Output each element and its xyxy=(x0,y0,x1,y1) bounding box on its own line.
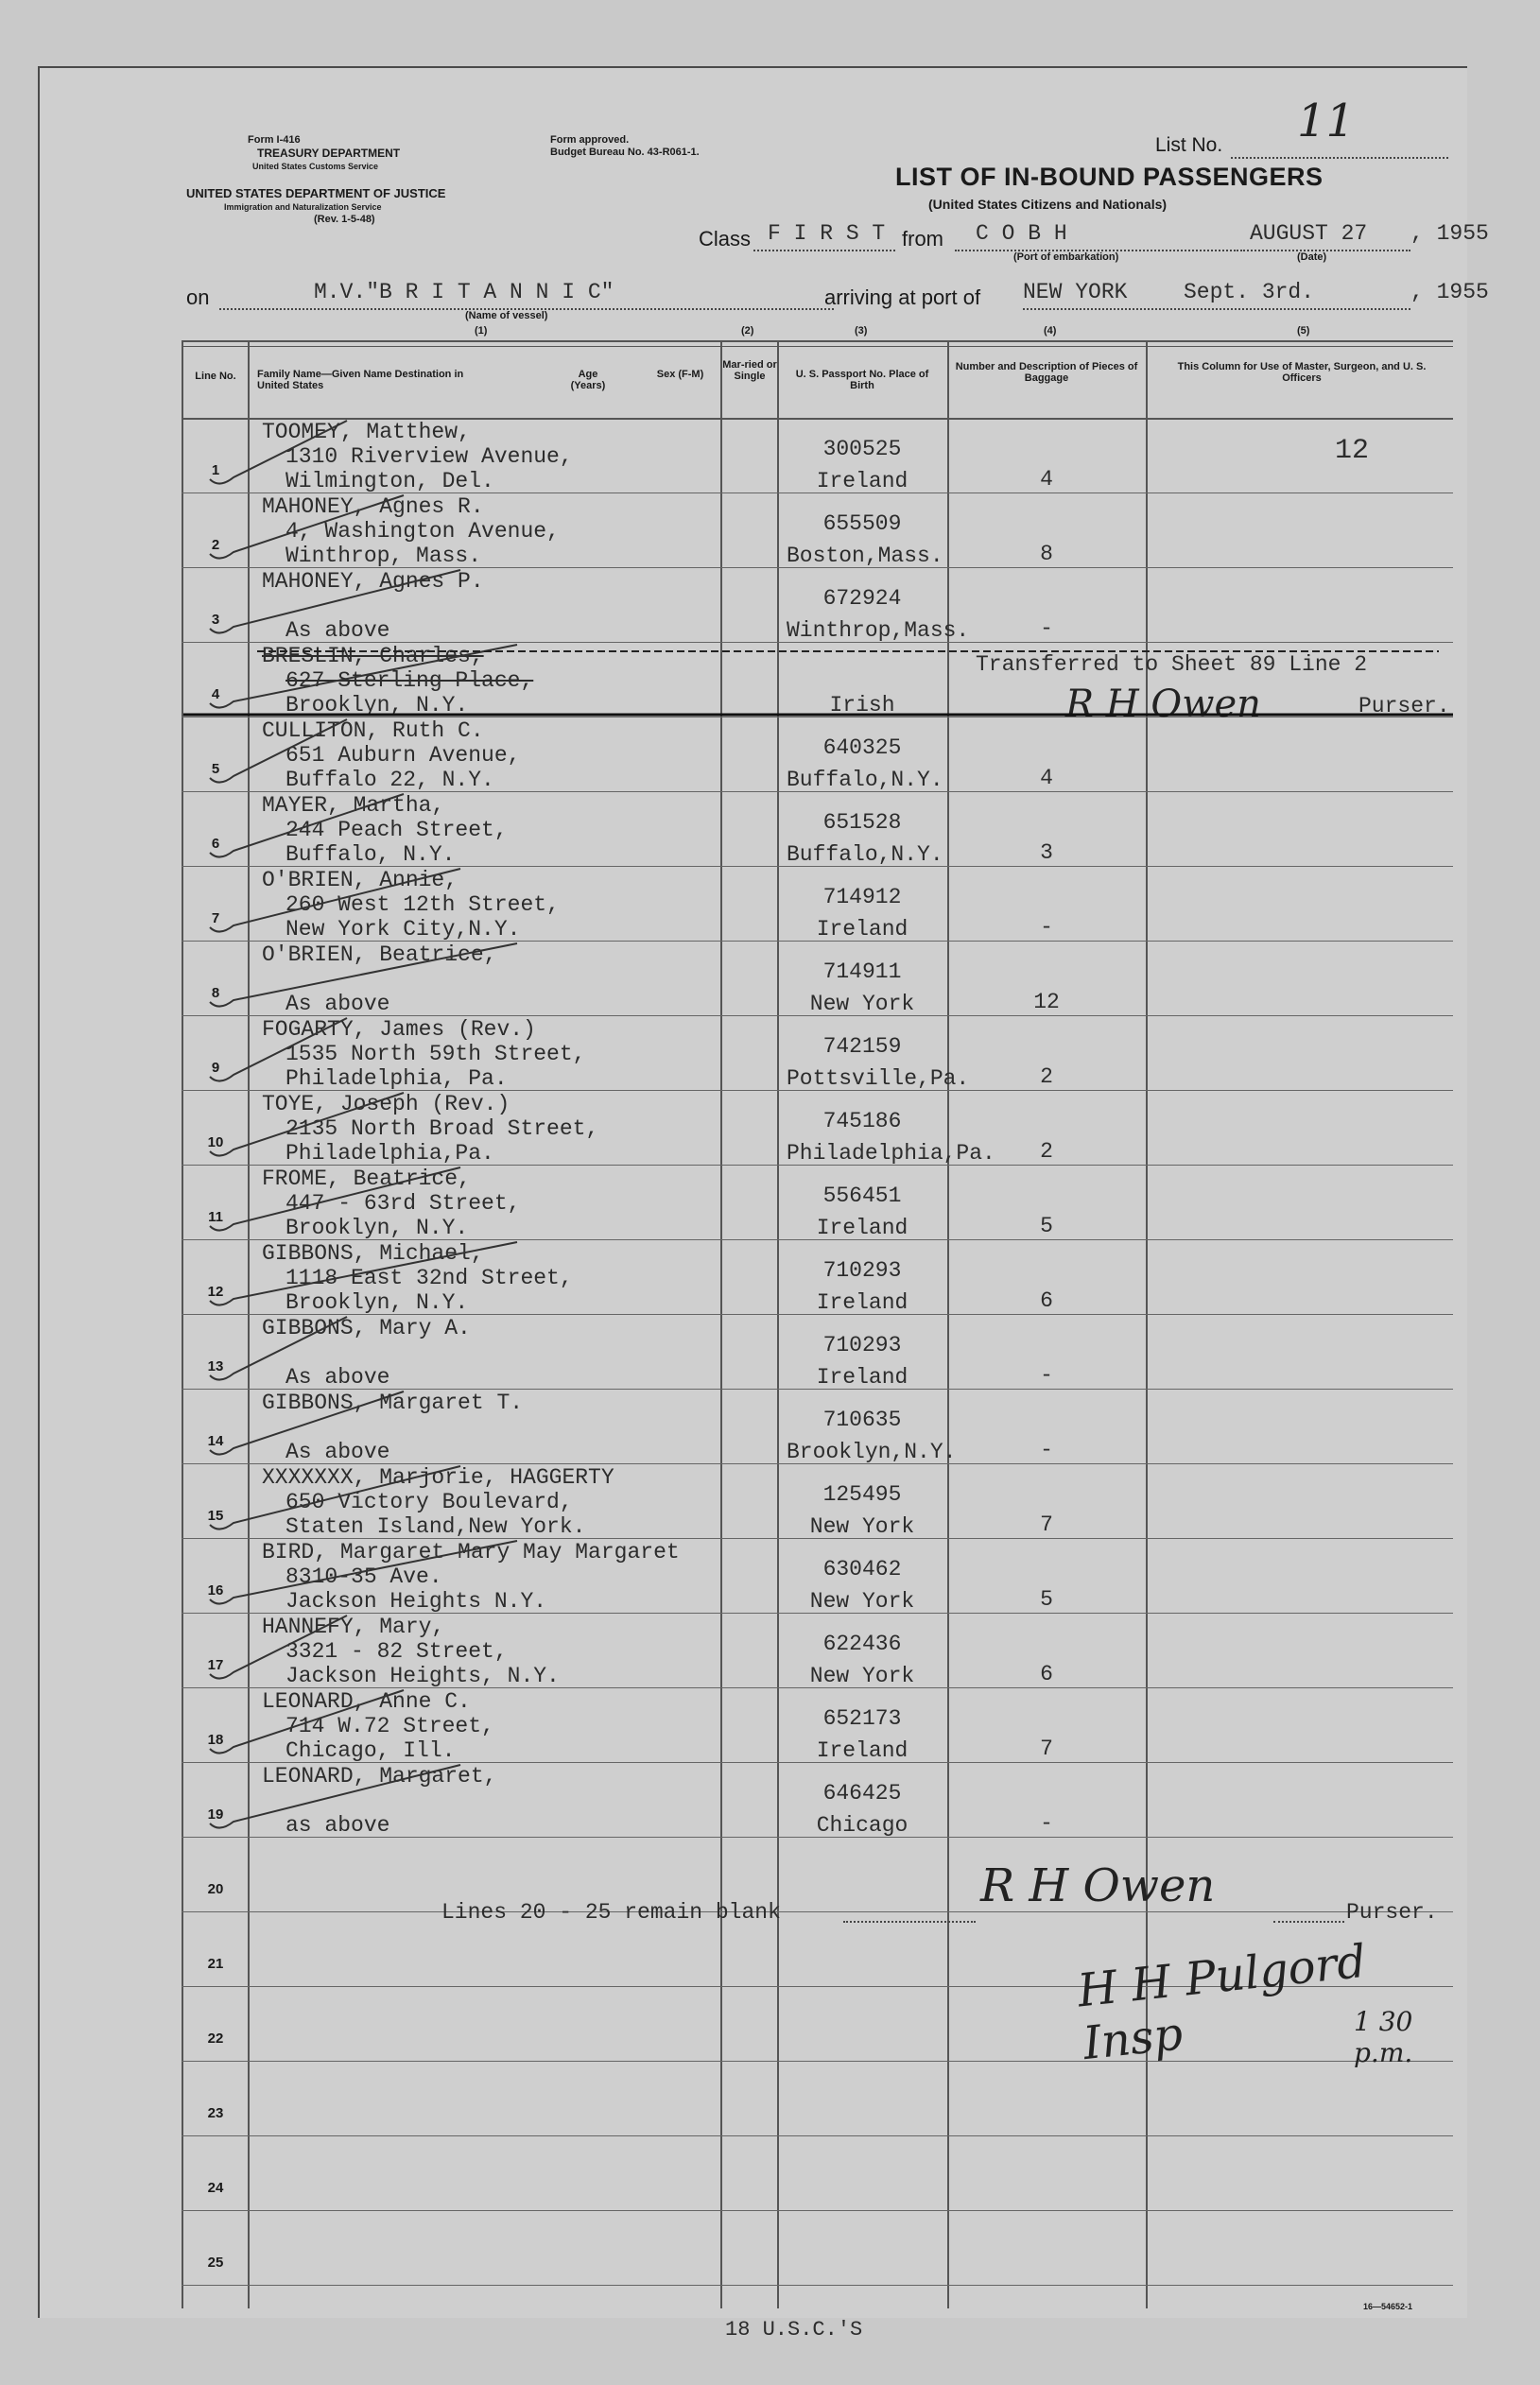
line-number: 3 xyxy=(211,612,220,628)
table-row xyxy=(40,1540,1467,1615)
blank-note-line xyxy=(843,1921,976,1923)
passport-number: 640325 xyxy=(822,735,902,760)
passenger-address: 1310 Riverview Avenue, xyxy=(286,444,573,469)
row-divider xyxy=(182,1911,1453,1912)
baggage-count: 3 xyxy=(1040,840,1053,865)
line-number: 20 xyxy=(207,1881,224,1897)
place-of-birth: Chicago xyxy=(816,1813,908,1838)
passenger-destination: As above xyxy=(286,618,390,643)
col-num: (2) xyxy=(741,325,754,337)
treasury-label: TREASURY DEPARTMENT xyxy=(257,147,401,160)
place-of-birth: Irish xyxy=(829,693,895,717)
passport-number: 125495 xyxy=(822,1482,902,1507)
line-number: 24 xyxy=(207,2180,224,2196)
form-number: Form I-416 xyxy=(248,134,301,146)
passenger-destination: Brooklyn, N.Y. xyxy=(286,693,469,717)
baggage-count: 4 xyxy=(1040,766,1053,790)
line-number: 22 xyxy=(207,2031,224,2047)
line-number: 23 xyxy=(207,2105,224,2121)
passport-number: 710635 xyxy=(822,1408,902,1432)
line-number: 7 xyxy=(211,910,220,926)
line-number: 1 xyxy=(211,462,220,478)
baggage-count: 4 xyxy=(1040,467,1053,492)
date-caption: (Date) xyxy=(1297,251,1327,263)
passenger-destination: Staten Island,New York. xyxy=(286,1514,586,1539)
customs-label: United States Customs Service xyxy=(252,162,379,171)
passenger-name: LEONARD, Margaret, xyxy=(262,1764,497,1789)
passenger-name: MAHONEY, Agnes P. xyxy=(262,569,484,594)
passenger-destination: Jackson Heights N.Y. xyxy=(286,1589,547,1614)
passport-number: 745186 xyxy=(822,1109,902,1133)
table-row xyxy=(40,1391,1467,1465)
passenger-name: CULLITON, Ruth C. xyxy=(262,718,484,743)
place-of-birth: Brooklyn,N.Y. xyxy=(787,1440,957,1464)
form-title: LIST OF IN-BOUND PASSENGERS xyxy=(895,163,1324,191)
row-divider xyxy=(182,2135,1453,2136)
baggage-count: - xyxy=(1040,915,1053,940)
passenger-address: 260 West 12th Street, xyxy=(286,892,560,917)
time-note: 1 30 p.m. xyxy=(1354,2006,1413,2068)
blank-lines-note: Lines 20 - 25 remain blank xyxy=(441,1900,781,1925)
justice-label: UNITED STATES DEPARTMENT OF JUSTICE xyxy=(186,186,446,200)
place-of-birth: Buffalo,N.Y. xyxy=(787,768,943,792)
passenger-destination: Buffalo 22, N.Y. xyxy=(286,768,494,792)
line-number: 15 xyxy=(207,1508,224,1524)
passport-number: 300525 xyxy=(822,437,902,461)
passport-number: 714912 xyxy=(822,885,902,909)
place-of-birth: Buffalo,N.Y. xyxy=(787,842,943,867)
baggage-count: 6 xyxy=(1040,1288,1053,1313)
col-num: (4) xyxy=(1044,325,1057,337)
purser-line xyxy=(1273,1921,1344,1923)
col-header-baggage: Number and Description of Pieces of Baggage xyxy=(955,361,1138,384)
place-of-birth: Boston,Mass. xyxy=(787,544,943,568)
col-header-line: Line No. xyxy=(195,371,236,382)
place-of-birth: New York xyxy=(809,1589,915,1614)
table-row xyxy=(40,2063,1467,2137)
line-number: 8 xyxy=(211,985,220,1001)
passenger-address: 650 Victory Boulevard, xyxy=(286,1490,573,1514)
passenger-destination: As above xyxy=(286,992,390,1016)
port-embark-caption: (Port of embarkation) xyxy=(1013,251,1119,263)
passenger-name: TOOMEY, Matthew, xyxy=(262,420,471,444)
passenger-name: O'BRIEN, Beatrice, xyxy=(262,942,497,967)
list-no-line xyxy=(1231,157,1448,159)
line-number: 21 xyxy=(207,1956,224,1972)
vessel-value: M.V."B R I T A N N I C" xyxy=(314,280,614,304)
place-of-birth: New York xyxy=(809,992,915,1016)
line-number: 6 xyxy=(211,836,220,852)
table-row xyxy=(40,1167,1467,1241)
officer-note: 12 xyxy=(1335,435,1370,467)
passenger-name: GIBBONS, Mary A. xyxy=(262,1316,471,1340)
date-value: AUGUST 27 xyxy=(1250,221,1368,246)
passport-number: 655509 xyxy=(822,511,902,536)
passenger-address: 4, Washington Avenue, xyxy=(286,519,560,544)
passenger-address: 1535 North 59th Street, xyxy=(286,1042,586,1066)
col-header-officers: This Column for Use of Master, Surgeon, and U. S. Officers xyxy=(1177,361,1427,384)
line-number: 12 xyxy=(207,1284,224,1300)
class-value: F I R S T xyxy=(768,221,886,246)
table-row xyxy=(40,942,1467,1017)
from-value: C O B H xyxy=(976,221,1067,246)
purser-signature-2: R H Owen xyxy=(980,1859,1216,1912)
passport-number: 652173 xyxy=(822,1706,902,1731)
passport-number: 710293 xyxy=(822,1333,902,1357)
table-row xyxy=(40,2137,1467,2212)
passenger-destination: Philadelphia, Pa. xyxy=(286,1066,508,1091)
passenger-destination: New York City,N.Y. xyxy=(286,917,521,942)
passenger-destination: Buffalo, N.Y. xyxy=(286,842,456,867)
passport-number: 710293 xyxy=(822,1258,902,1283)
col-num: (5) xyxy=(1297,325,1310,337)
form-approved: Form approved. xyxy=(550,134,630,146)
col-header-name: Family Name—Given Name Destination in United States xyxy=(257,369,464,391)
passenger-destination: Jackson Heights, N.Y. xyxy=(286,1664,560,1688)
passenger-destination: Chicago, Ill. xyxy=(286,1738,456,1763)
table-row xyxy=(40,420,1467,494)
line-number: 14 xyxy=(207,1433,224,1449)
passport-number: 622436 xyxy=(822,1632,902,1656)
line-number: 4 xyxy=(211,686,220,702)
passport-number: 651528 xyxy=(822,810,902,835)
form-page xyxy=(38,66,1489,2342)
passenger-address: 3321 - 82 Street, xyxy=(286,1639,508,1664)
passenger-address: 244 Peach Street, xyxy=(286,818,508,842)
passenger-address: 8310-35 Ave. xyxy=(286,1564,442,1589)
transferred-note: Transferred to Sheet 89 Line 2 xyxy=(976,652,1368,677)
table-row xyxy=(40,2212,1467,2287)
baggage-count: 5 xyxy=(1040,1214,1053,1238)
purser-label-2: Purser. xyxy=(1346,1900,1438,1925)
port-line xyxy=(1023,308,1410,310)
table-row xyxy=(40,718,1467,793)
passenger-address: 447 - 63rd Street, xyxy=(286,1191,521,1216)
place-of-birth: Ireland xyxy=(816,1365,908,1390)
passport-number: 672924 xyxy=(822,586,902,611)
passenger-name: FROME, Beatrice, xyxy=(262,1167,471,1191)
passenger-name: TOYE, Joseph (Rev.) xyxy=(262,1092,510,1116)
class-label: Class xyxy=(699,227,752,251)
port-value: NEW YORK xyxy=(1023,280,1128,304)
place-of-birth: New York xyxy=(809,1514,915,1539)
row-divider xyxy=(182,2210,1453,2211)
line-number: 17 xyxy=(207,1657,224,1673)
passenger-address: 714 W.72 Street, xyxy=(286,1714,494,1738)
table-row xyxy=(40,868,1467,942)
passenger-destination: Winthrop, Mass. xyxy=(286,544,482,568)
passenger-destination: Wilmington, Del. xyxy=(286,469,494,493)
baggage-count: 2 xyxy=(1040,1139,1053,1164)
line-number: 10 xyxy=(207,1134,224,1150)
passenger-address: 2135 North Broad Street, xyxy=(286,1116,599,1141)
form-subtitle: (United States Citizens and Nationals) xyxy=(928,197,1168,212)
line-number: 25 xyxy=(207,2255,224,2271)
passenger-address: 627 Sterling Place, xyxy=(286,668,534,693)
baggage-count: 5 xyxy=(1040,1587,1053,1612)
line-number: 5 xyxy=(211,761,220,777)
print-code: 16—54652-1 xyxy=(1363,2302,1413,2311)
place-of-birth: Ireland xyxy=(816,917,908,942)
list-no-value: 11 xyxy=(1297,95,1356,147)
table-row xyxy=(40,494,1467,569)
col-header-sex: Sex (F-M) xyxy=(656,369,704,380)
line-number: 13 xyxy=(207,1358,224,1374)
table-row xyxy=(40,1764,1467,1839)
baggage-count: 12 xyxy=(1033,990,1060,1014)
passenger-name: XXXXXXX, Marjorie, HAGGERTY xyxy=(262,1465,614,1490)
baggage-count: - xyxy=(1040,1438,1053,1462)
place-of-birth: Ireland xyxy=(816,1216,908,1240)
list-no-label: List No. xyxy=(1155,134,1223,156)
table-row xyxy=(40,1465,1467,1540)
passport-number: 714911 xyxy=(822,959,902,984)
line-number: 16 xyxy=(207,1582,224,1599)
table-row xyxy=(40,569,1467,644)
baggage-count: - xyxy=(1040,616,1053,641)
baggage-count: 8 xyxy=(1040,542,1053,566)
passenger-name: FOGARTY, James (Rev.) xyxy=(262,1017,536,1042)
table-top-border-inner xyxy=(182,346,1453,347)
baggage-count: 6 xyxy=(1040,1662,1053,1686)
table-row xyxy=(40,1017,1467,1092)
baggage-count: 7 xyxy=(1040,1737,1053,1761)
passenger-name: O'BRIEN, Annie, xyxy=(262,868,459,892)
passenger-destination: As above xyxy=(286,1440,390,1464)
from-label: from xyxy=(902,227,943,251)
passport-number: 742159 xyxy=(822,1034,902,1059)
col-num: (3) xyxy=(855,325,868,337)
passenger-name: LEONARD, Anne C. xyxy=(262,1689,471,1714)
vessel-caption: (Name of vessel) xyxy=(465,310,548,321)
table-row xyxy=(40,1316,1467,1391)
purser-label-1: Purser. xyxy=(1358,694,1450,718)
date-year: , 1955 xyxy=(1410,221,1489,246)
passenger-destination: Brooklyn, N.Y. xyxy=(286,1216,469,1240)
passport-number: 556451 xyxy=(822,1184,902,1208)
passport-number: 630462 xyxy=(822,1557,902,1581)
place-of-birth: Ireland xyxy=(816,1738,908,1763)
table-row xyxy=(40,1092,1467,1167)
passenger-address: 651 Auburn Avenue, xyxy=(286,743,521,768)
arrival-year: , 1955 xyxy=(1410,280,1489,304)
line-number: 9 xyxy=(211,1060,220,1076)
table-top-border xyxy=(182,340,1453,342)
on-label: on xyxy=(186,285,210,309)
place-of-birth: Winthrop,Mass. xyxy=(787,618,970,643)
baggage-count: 2 xyxy=(1040,1064,1053,1089)
inspector-signature: H H Pulgord Insp xyxy=(1075,1934,1369,2071)
table-row xyxy=(40,1689,1467,1764)
passenger-name: GIBBONS, Michael, xyxy=(262,1241,484,1266)
table-row xyxy=(40,793,1467,868)
baggage-count: - xyxy=(1040,1363,1053,1388)
col-header-married: Mar-ried or Single xyxy=(722,359,777,382)
arrival-date: Sept. 3rd. xyxy=(1184,280,1315,304)
passenger-name: BRESLIN, Charles, xyxy=(262,644,484,668)
place-of-birth: Ireland xyxy=(816,1290,908,1315)
footer-stamp: 18 U.S.C.'S xyxy=(725,2318,863,2342)
purser-signature-1: R H Owen xyxy=(1065,683,1261,726)
revision-label: (Rev. 1-5-48) xyxy=(314,214,375,225)
col-header-passport: U. S. Passport No. Place of Birth xyxy=(795,369,929,391)
passenger-destination: Philadelphia,Pa. xyxy=(286,1141,494,1166)
passenger-destination: As above xyxy=(286,1365,390,1390)
place-of-birth: Philadelphia,Pa. xyxy=(787,1141,995,1166)
row-divider xyxy=(182,2061,1453,2062)
row-divider xyxy=(182,2285,1453,2286)
arriving-label: arriving at port of xyxy=(824,285,981,309)
passenger-destination: as above xyxy=(286,1813,390,1838)
line-number: 2 xyxy=(211,537,220,553)
baggage-count: 7 xyxy=(1040,1512,1053,1537)
passenger-destination: Brooklyn, N.Y. xyxy=(286,1290,469,1315)
baggage-count: - xyxy=(1040,1811,1053,1836)
place-of-birth: Pottsville,Pa. xyxy=(787,1066,970,1091)
passenger-name: BIRD, Margaret Mary May Margaret xyxy=(262,1540,680,1564)
col-num: (1) xyxy=(475,325,488,337)
line-number: 11 xyxy=(208,1209,223,1225)
passenger-name: GIBBONS, Margaret T. xyxy=(262,1391,524,1415)
passenger-address: 1118 East 32nd Street, xyxy=(286,1266,573,1290)
line-number: 18 xyxy=(207,1732,224,1748)
place-of-birth: Ireland xyxy=(816,469,908,493)
line-number: 19 xyxy=(207,1806,224,1823)
ins-label: Immigration and Naturalization Service xyxy=(224,202,382,212)
table-row xyxy=(40,1615,1467,1689)
table-row xyxy=(40,1241,1467,1316)
class-line xyxy=(753,250,895,251)
passenger-name: HANNEFY, Mary, xyxy=(262,1615,445,1639)
col-header-age: Age (Years) xyxy=(570,369,606,391)
passenger-name: MAYER, Martha, xyxy=(262,793,445,818)
place-of-birth: New York xyxy=(809,1664,915,1688)
passport-number: 646425 xyxy=(822,1781,902,1806)
passenger-name: MAHONEY, Agnes R. xyxy=(262,494,484,519)
budget-bureau: Budget Bureau No. 43-R061-1. xyxy=(550,147,700,158)
